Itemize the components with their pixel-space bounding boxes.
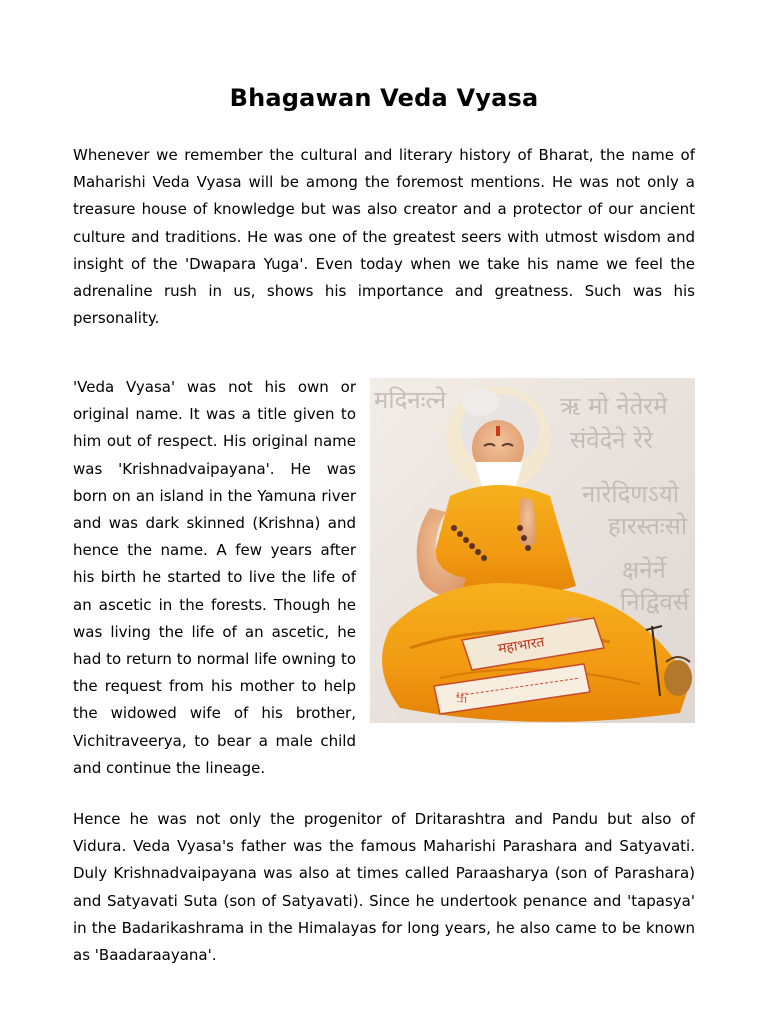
svg-text:महाभारत: महाभारत [497, 634, 546, 658]
svg-text:हारस्तःसो: हारस्तःसो [608, 512, 688, 540]
svg-text:निद्विवर्स: निद्विवर्स [620, 588, 690, 616]
svg-text:卐: 卐 [456, 691, 469, 705]
svg-text:क्षनेर्ने: क्षनेर्ने [622, 556, 666, 584]
veda-vyasa-illustration [370, 378, 695, 723]
lineage-paragraph: Hence he was not only the progenitor of Dritarashtra and Pandu but also of Vidura. Veda Vyasa's father was the famous Maharishi Parashara and Satyavati. Duly Krishnadvaipayana was also at times called Paraasharya (son of Parashara) and Satyavati Suta (son of Satyavati). Since he undertook penance and 'tapasya' in the Badarikashrama in the Himalayas for long years, he also came to be known as 'Baadaraayana'. [73, 810, 695, 965]
page-title: Bhagawan Veda Vyasa [229, 84, 539, 112]
svg-text:नारेदिणऽयो: नारेदिणऽयो [582, 480, 680, 508]
svg-text:ऋ मो नेतेरमे: ऋ मो नेतेरमे [560, 392, 668, 420]
intro-paragraph: Whenever we remember the cultural and literary history of Bharat, the name of Maharishi Veda Vyasa will be among the foremost mentions. He was not only a treasure house of knowledge but was also creator and a protector of our ancient culture and traditions. He was one of the greatest seers with utmost wisdom and insight of the 'Dwapara Yuga'. Even today when we take his name we feel the adrenaline rush in us, shows his importance and greatness. Such was his personality. [73, 146, 695, 328]
origin-paragraph: 'Veda Vyasa' was not his own or original name. It was a title given to him out of respect. His original name was 'Krishnadvaipayana'. He was born on an island in the Yamuna river and was dark skinned (Krishna) and hence the name. A few years after his birth he started to live the life of an ascetic in the forests. Though he was living the life of an ascetic, he had to return to normal life owning to the request from his mother to help the widowed wife of his brother, Vichitraveerya, to bear a male child and continue the lineage. [73, 378, 356, 777]
svg-text:मदिनःत्ने: मदिनःत्ने [374, 386, 447, 414]
svg-text:संवेदेने रेरे: संवेदेने रेरे [570, 426, 653, 454]
